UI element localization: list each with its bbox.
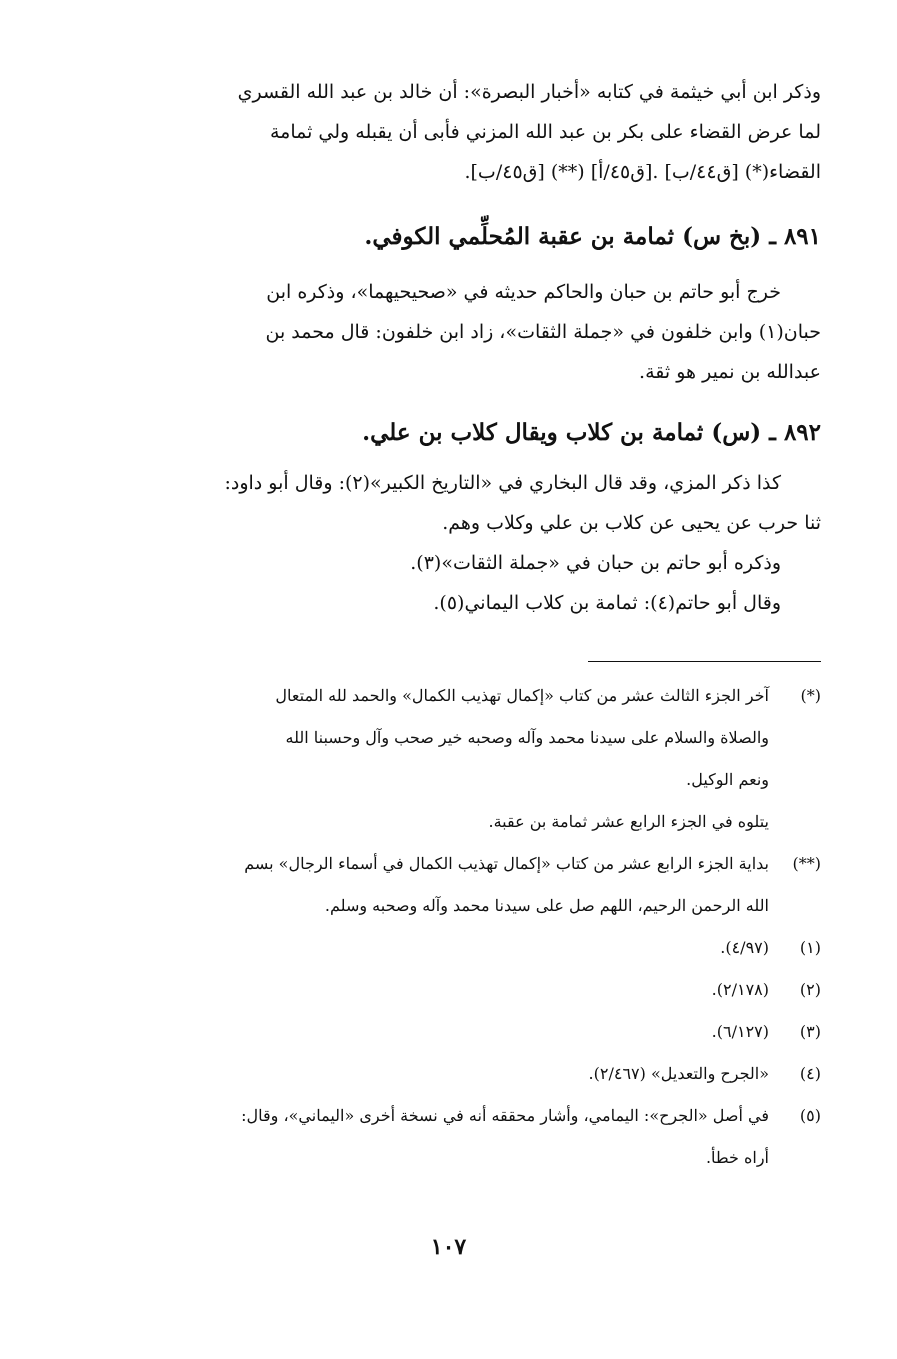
entry-891-line: خرج أبو حاتم بن حبان والحاكم حديثه في «صحيحيهما»، وذكره ابن xyxy=(266,281,781,303)
footnote-mark: (٤) xyxy=(799,1064,821,1083)
footnote-text: (٤/٩٧). xyxy=(720,938,769,957)
footnote-text: (٢/١٧٨). xyxy=(711,980,769,999)
footnote-line: أراه خطأ. xyxy=(705,1148,769,1167)
footnote-4 xyxy=(76,1053,821,1095)
entry-891-paragraph xyxy=(76,272,821,392)
footnote-mark: (٢) xyxy=(799,980,821,999)
entry-891-heading: ٨٩١ ـ (بخ س) ثمامة بن عقبة المُحلِّمي الكوفي. xyxy=(364,223,821,250)
footnote-line: يتلوه في الجزء الرابع عشر ثمامة بن عقبة. xyxy=(488,812,769,831)
entry-892-heading: ٨٩٢ ـ (س) ثمامة بن كلاب ويقال كلاب بن علي. xyxy=(362,419,821,446)
footnote-line: في أصل «الجرح»: اليمامي، وأشار محققه أنه في نسخة أخرى «اليماني»، وقال: xyxy=(241,1106,769,1125)
entry-892-line: وقال أبو حاتم(٤): ثمامة بن كلاب اليماني(٥). xyxy=(433,592,781,614)
entry-891-line: حبان(١) وابن خلفون في «جملة الثقات»، زاد ابن خلفون: قال محمد بن xyxy=(265,321,821,343)
footnote-text: (٦/١٢٧). xyxy=(711,1022,769,1041)
entry-892-paragraph xyxy=(76,463,821,623)
footnote-mark: (١) xyxy=(799,938,821,957)
intro-paragraph xyxy=(76,72,821,192)
entry-891-line: عبدالله بن نمير هو ثقة. xyxy=(639,361,821,383)
footnote-mark: (٥) xyxy=(799,1106,821,1125)
footnote-line: الله الرحمن الرحيم، اللهم صل على سيدنا محمد وآله وصحبه وسلم. xyxy=(324,896,769,915)
footnote-mark: (**) xyxy=(792,854,821,873)
footnote-text: «الجرح والتعديل» (٢/٤٦٧). xyxy=(588,1064,769,1083)
intro-line: وذكر ابن أبي خيثمة في كتابه «أخبار البصرة»: أن خالد بن عبد الله القسري xyxy=(237,81,821,103)
footnote-line: آخر الجزء الثالث عشر من كتاب «إكمال تهذيب الكمال» والحمد لله المتعال xyxy=(275,686,769,705)
entry-892-line: كذا ذكر المزي، وقد قال البخاري في «التاريخ الكبير»(٢): وقال أبو داود: xyxy=(224,472,781,494)
intro-line: لما عرض القضاء على بكر بن عبد الله المزني فأبى أن يقبله ولي ثمامة xyxy=(269,121,821,143)
page-number: ١٠٧ xyxy=(430,1234,467,1260)
entry-892-line: وذكره أبو حاتم بن حبان في «جملة الثقات»(٣). xyxy=(410,552,781,574)
footnote-line: ونعم الوكيل. xyxy=(686,770,769,789)
footnote-star xyxy=(76,675,821,843)
footnote-mark: (٣) xyxy=(799,1022,821,1041)
footnote-2 xyxy=(76,969,821,1011)
footnote-mark: (*) xyxy=(800,686,821,705)
footnote-1 xyxy=(76,927,821,969)
footnote-line: بداية الجزء الرابع عشر من كتاب «إكمال تهذيب الكمال في أسماء الرجال» بسم xyxy=(244,854,769,873)
intro-line: القضاء(*) [ق٤٤/ب] .[ق٤٥/أ] (**) [ق٤٥/ب]. xyxy=(464,161,821,183)
footnotes xyxy=(76,675,821,1179)
footnote-3 xyxy=(76,1011,821,1053)
footnote-divider xyxy=(588,661,821,662)
entry-892-line: ثنا حرب عن يحيى عن كلاب بن علي وكلاب وهم. xyxy=(442,512,821,534)
footnote-5 xyxy=(76,1095,821,1179)
footnote-line: والصلاة والسلام على سيدنا محمد وآله وصحبه خير صحب وآل وحسبنا الله xyxy=(285,728,769,747)
footnote-double-star xyxy=(76,843,821,927)
